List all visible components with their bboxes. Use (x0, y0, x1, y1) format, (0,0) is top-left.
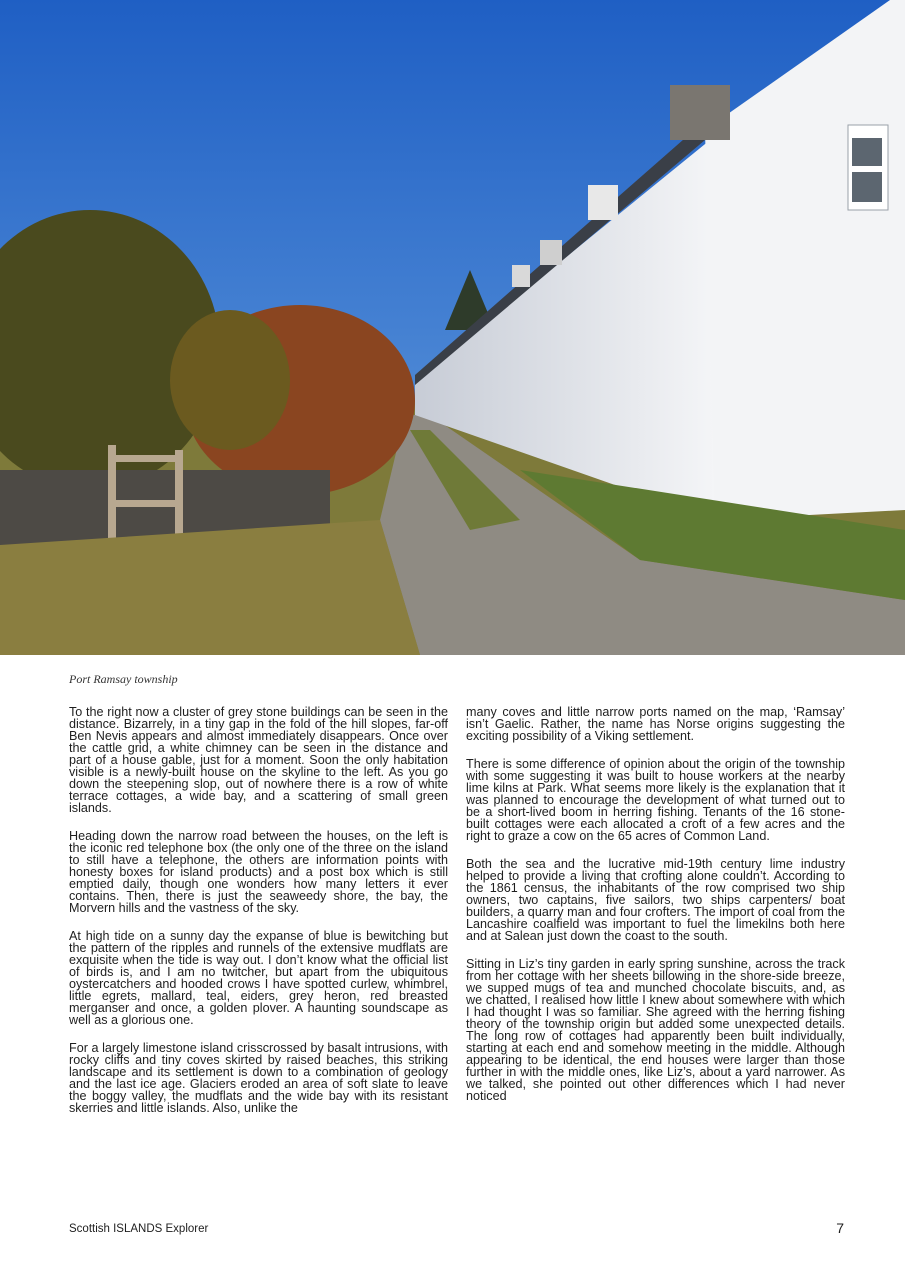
paragraph: For a largely limestone island crisscrossed by basalt intrusions, with rocky cliffs and tiny coves skirted by raised beaches, this striking landscape and its settlement is down to a combination of geology and the last ice age. Glaciers eroded an area of soft slate to leave the boggy valley, the mudflats and the wide bay with its resistant skerries and little islands. Also, unlike the (69, 1041, 448, 1115)
paragraph: many coves and little narrow ports named on the map, ‘Ramsay’ isn’t Gaelic. Rather, the name has Norse origins suggesting the exciting possibility of a Viking settlement. (466, 705, 845, 743)
page-number: 7 (836, 1220, 844, 1236)
paragraph: Heading down the narrow road between the houses, on the left is the iconic red telephone box (the only one of the three on the island to still have a telephone, the others are information points with honesty boxes for island products) and a post box which is still emptied daily, though one wonders how many letters it ever contains. Then, there is just the seaweedy shore, the bay, the Morvern hills and the vastness of the sky. (69, 829, 448, 915)
publication-title: Scottish ISLANDS Explorer (69, 1223, 209, 1235)
left-column (69, 706, 448, 1130)
paragraph: Both the sea and the lucrative mid-19th century lime industry helped to provide a living that crofting alone couldn’t. According to the 1861 census, the inhabitants of the row comprised two ship owners, two captains, five sailors, two ships carpenters/ boat builders, a quarry man and four crofters. The import of coal from the Lancashire coalfield was important to fuel the limekilns both here and at Salean just down the coast to the south. (466, 857, 845, 943)
chimney (540, 240, 562, 265)
right-column (466, 706, 845, 1118)
chimney (670, 85, 730, 140)
chimney (588, 185, 618, 220)
paragraph: There is some difference of opinion about the origin of the township with some suggesting it was built to house workers at the nearby lime kilns at Park. What seems more likely is the explanation that it was planned to encourage the development of what turned out to be a short-lived boom in herring fishing. Tenants of the 16 stone-built cottages were each allocated a croft of a few acres and the right to graze a cow on the 65 acres of Common Land. (466, 757, 845, 843)
chimney (512, 265, 530, 287)
paragraph: To the right now a cluster of grey stone buildings can be seen in the distance. Bizarrely, in a tiny gap in the fold of the hill slopes, far-off Ben Nevis appears and almost immediately disappears. Once over the cattle grid, a white chimney can be seen in the distance and part of a house gable, just for a moment. Soon the only habitation visible is a newly-built house on the skyline to the left. As you go down the steepening slop, out of nowhere there is a row of white terrace cottages, a wide bay, and a scattering of small green islands. (69, 705, 448, 815)
paragraph: At high tide on a sunny day the expanse of blue is bewitching but the pattern of the ripples and runnels of the extensive mudflats are exquisite when the tide is way out. I don’t know what the official list of birds is, and I am no twitcher, but apart from the ubiquitous oystercatchers and hooded crows I have spotted curlew, whimbrel, little egrets, mallard, teal, eiders, grey heron, red breasted merganser and once, a golden plover. A haunting soundscape as well as a glorious one. (69, 929, 448, 1027)
photo-caption: Port Ramsay township (69, 672, 178, 686)
paragraph: Sitting in Liz’s tiny garden in early spring sunshine, across the track from her cottage with her sheets billowing in the shore-side breeze, we supped mugs of tea and munched chocolate biscuits, and, as we chatted, I realised how little I knew about somewhere with which I had thought I was so familiar. She agreed with the herring fishing theory of the township origin but added some unexpected details. The long row of cottages had apparently been built individually, starting at each end and somehow meeting in the middle. Although appearing to be identical, the end houses were larger than those further in with the middle ones, like Liz’s, about a yard narrower. As we talked, she pointed out other differences which I had never noticed (466, 957, 845, 1103)
